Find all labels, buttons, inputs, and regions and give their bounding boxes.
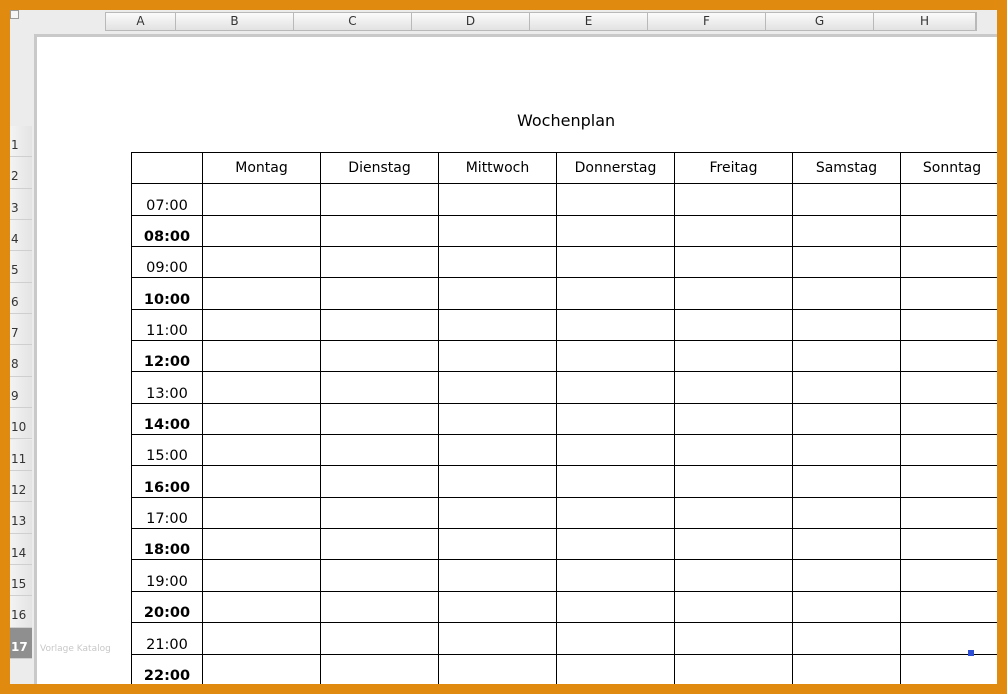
- plan-cell[interactable]: [321, 403, 439, 434]
- time-cell[interactable]: 12:00: [132, 341, 203, 372]
- time-cell[interactable]: 17:00: [132, 497, 203, 528]
- plan-cell[interactable]: [439, 278, 557, 309]
- row-header-2[interactable]: 2: [10, 157, 32, 188]
- plan-cell[interactable]: [675, 654, 793, 684]
- time-row: [132, 435, 998, 466]
- column-header-b[interactable]: B: [176, 13, 294, 30]
- page-corner-handle[interactable]: [968, 650, 974, 656]
- time-row: [132, 529, 998, 560]
- time-row: [132, 466, 998, 497]
- day-header-dienstag[interactable]: Dienstag: [321, 153, 439, 184]
- plan-cell[interactable]: [675, 466, 793, 497]
- plan-cell[interactable]: [439, 497, 557, 528]
- plan-cell[interactable]: [675, 623, 793, 654]
- row-header-5[interactable]: 5: [10, 251, 32, 282]
- watermark-text: Vorlage Katalog: [40, 644, 111, 654]
- plan-cell[interactable]: [203, 529, 321, 560]
- time-row: [132, 215, 998, 246]
- day-header-freitag[interactable]: Freitag: [675, 153, 793, 184]
- plan-cell[interactable]: [439, 529, 557, 560]
- plan-cell[interactable]: [203, 341, 321, 372]
- plan-cell[interactable]: [557, 184, 675, 215]
- plan-cell[interactable]: [793, 278, 901, 309]
- row-header-13[interactable]: 13: [10, 502, 32, 533]
- plan-cell[interactable]: [901, 403, 998, 434]
- row-header-11[interactable]: 11: [10, 440, 32, 471]
- column-header-e[interactable]: E: [530, 13, 648, 30]
- plan-cell[interactable]: [321, 529, 439, 560]
- time-cell[interactable]: 13:00: [132, 372, 203, 403]
- day-header-samstag[interactable]: Samstag: [793, 153, 901, 184]
- plan-cell[interactable]: [793, 309, 901, 340]
- row-header-16[interactable]: 16: [10, 596, 32, 627]
- plan-cell[interactable]: [557, 435, 675, 466]
- plan-cell[interactable]: [675, 215, 793, 246]
- plan-cell[interactable]: [321, 591, 439, 622]
- day-header-sonntag[interactable]: Sonntag: [901, 153, 998, 184]
- plan-cell[interactable]: [203, 403, 321, 434]
- plan-cell[interactable]: [439, 247, 557, 278]
- row-header-1[interactable]: 1: [10, 126, 32, 157]
- plan-cell[interactable]: [557, 560, 675, 591]
- time-row: [132, 560, 998, 591]
- plan-cell[interactable]: [901, 184, 998, 215]
- time-cell[interactable]: 14:00: [132, 403, 203, 434]
- plan-cell[interactable]: [321, 497, 439, 528]
- plan-cell[interactable]: [675, 309, 793, 340]
- plan-cell[interactable]: [321, 215, 439, 246]
- plan-cell[interactable]: [901, 466, 998, 497]
- plan-cell[interactable]: [901, 247, 998, 278]
- plan-cell[interactable]: [557, 623, 675, 654]
- time-cell[interactable]: 09:00: [132, 247, 203, 278]
- plan-cell[interactable]: [203, 623, 321, 654]
- header-row: [132, 153, 998, 184]
- plan-cell[interactable]: [793, 623, 901, 654]
- plan-cell[interactable]: [675, 403, 793, 434]
- plan-cell[interactable]: [901, 215, 998, 246]
- plan-cell[interactable]: [675, 435, 793, 466]
- plan-cell[interactable]: [901, 278, 998, 309]
- plan-cell[interactable]: [557, 247, 675, 278]
- plan-cell[interactable]: [901, 341, 998, 372]
- column-header-g[interactable]: G: [766, 13, 874, 30]
- plan-cell[interactable]: [675, 184, 793, 215]
- time-cell[interactable]: 08:00: [132, 215, 203, 246]
- plan-cell[interactable]: [793, 247, 901, 278]
- time-cell[interactable]: 22:00: [132, 654, 203, 684]
- time-cell[interactable]: 11:00: [132, 309, 203, 340]
- plan-cell[interactable]: [901, 372, 998, 403]
- plan-cell[interactable]: [439, 435, 557, 466]
- column-header-bar: [105, 12, 977, 31]
- row-header-9[interactable]: 9: [10, 377, 32, 408]
- time-cell[interactable]: 20:00: [132, 591, 203, 622]
- time-row: [132, 309, 998, 340]
- plan-cell[interactable]: [557, 403, 675, 434]
- day-header-mittwoch[interactable]: Mittwoch: [439, 153, 557, 184]
- column-header-f[interactable]: F: [648, 13, 766, 30]
- plan-cell[interactable]: [203, 247, 321, 278]
- weekly-plan-table: [131, 152, 997, 684]
- plan-cell[interactable]: [793, 372, 901, 403]
- day-header-montag[interactable]: Montag: [203, 153, 321, 184]
- plan-cell[interactable]: [793, 341, 901, 372]
- plan-cell[interactable]: [439, 309, 557, 340]
- time-cell[interactable]: 10:00: [132, 278, 203, 309]
- plan-cell[interactable]: [203, 372, 321, 403]
- plan-cell[interactable]: [901, 591, 998, 622]
- time-row: [132, 341, 998, 372]
- time-row: [132, 497, 998, 528]
- select-all-button[interactable]: [10, 10, 19, 19]
- plan-cell[interactable]: [793, 529, 901, 560]
- plan-cell[interactable]: [901, 435, 998, 466]
- time-row: [132, 184, 998, 215]
- plan-cell[interactable]: [203, 309, 321, 340]
- plan-cell[interactable]: [793, 560, 901, 591]
- plan-cell[interactable]: [203, 591, 321, 622]
- row-header-10[interactable]: 10: [10, 408, 32, 439]
- plan-cell[interactable]: [321, 560, 439, 591]
- plan-cell[interactable]: [203, 560, 321, 591]
- plan-cell[interactable]: [439, 372, 557, 403]
- time-row: [132, 372, 998, 403]
- plan-cell[interactable]: [321, 247, 439, 278]
- plan-cell[interactable]: [675, 341, 793, 372]
- plan-cell[interactable]: [793, 184, 901, 215]
- time-row: [132, 247, 998, 278]
- time-row: [132, 278, 998, 309]
- plan-cell[interactable]: [675, 591, 793, 622]
- plan-cell[interactable]: [203, 654, 321, 684]
- column-header-d[interactable]: D: [412, 13, 530, 30]
- plan-cell[interactable]: [901, 309, 998, 340]
- time-cell[interactable]: 16:00: [132, 466, 203, 497]
- plan-body: [132, 184, 998, 684]
- row-header-6[interactable]: 6: [10, 283, 32, 314]
- plan-cell[interactable]: [203, 497, 321, 528]
- plan-cell[interactable]: [793, 215, 901, 246]
- plan-cell[interactable]: [321, 372, 439, 403]
- plan-cell[interactable]: [901, 623, 998, 654]
- time-cell[interactable]: 15:00: [132, 435, 203, 466]
- plan-cell[interactable]: [557, 497, 675, 528]
- plan-cell[interactable]: [901, 560, 998, 591]
- plan-cell[interactable]: [793, 466, 901, 497]
- time-cell[interactable]: 07:00: [132, 184, 203, 215]
- plan-cell[interactable]: [793, 591, 901, 622]
- time-row: [132, 591, 998, 622]
- plan-cell[interactable]: [901, 654, 998, 684]
- plan-cell[interactable]: [557, 529, 675, 560]
- plan-cell[interactable]: [675, 247, 793, 278]
- plan-cell[interactable]: [439, 403, 557, 434]
- plan-cell[interactable]: [321, 278, 439, 309]
- plan-cell[interactable]: [203, 278, 321, 309]
- plan-cell[interactable]: [439, 623, 557, 654]
- plan-cell[interactable]: [793, 435, 901, 466]
- plan-cell[interactable]: [203, 435, 321, 466]
- plan-cell[interactable]: [321, 184, 439, 215]
- plan-cell[interactable]: [439, 654, 557, 684]
- plan-cell[interactable]: [793, 497, 901, 528]
- row-header-8[interactable]: 8: [10, 345, 32, 376]
- row-header-17[interactable]: 17: [10, 628, 32, 659]
- plan-cell[interactable]: [901, 529, 998, 560]
- plan-cell[interactable]: [439, 215, 557, 246]
- plan-cell[interactable]: [557, 341, 675, 372]
- plan-cell[interactable]: [675, 278, 793, 309]
- column-header-a[interactable]: A: [106, 13, 176, 30]
- plan-cell[interactable]: [321, 623, 439, 654]
- time-cell[interactable]: 19:00: [132, 560, 203, 591]
- plan-cell[interactable]: [675, 529, 793, 560]
- time-cell[interactable]: 21:00: [132, 623, 203, 654]
- plan-cell[interactable]: [557, 372, 675, 403]
- row-header-14[interactable]: 14: [10, 534, 32, 565]
- plan-cell[interactable]: [321, 466, 439, 497]
- column-header-h[interactable]: H: [874, 13, 976, 30]
- time-row: [132, 654, 998, 684]
- column-header-c[interactable]: C: [294, 13, 412, 30]
- spreadsheet-window: [10, 10, 997, 684]
- row-header-12[interactable]: 12: [10, 471, 32, 502]
- row-header-4[interactable]: 4: [10, 220, 32, 251]
- plan-cell[interactable]: [203, 184, 321, 215]
- plan-cell[interactable]: [557, 215, 675, 246]
- plan-cell[interactable]: [557, 278, 675, 309]
- time-row: [132, 623, 998, 654]
- plan-cell[interactable]: [439, 591, 557, 622]
- plan-cell[interactable]: [321, 435, 439, 466]
- plan-cell[interactable]: [557, 591, 675, 622]
- plan-cell[interactable]: [793, 654, 901, 684]
- row-header-3[interactable]: 3: [10, 189, 32, 220]
- plan-cell[interactable]: [793, 403, 901, 434]
- plan-cell[interactable]: [439, 341, 557, 372]
- plan-cell[interactable]: [439, 184, 557, 215]
- time-cell[interactable]: 18:00: [132, 529, 203, 560]
- corner-cell[interactable]: [132, 153, 203, 184]
- row-header-15[interactable]: 15: [10, 565, 32, 596]
- plan-cell[interactable]: [675, 372, 793, 403]
- plan-cell[interactable]: [439, 560, 557, 591]
- day-header-donnerstag[interactable]: Donnerstag: [557, 153, 675, 184]
- plan-cell[interactable]: [321, 654, 439, 684]
- time-row: [132, 403, 998, 434]
- row-header-bar: [10, 126, 32, 662]
- plan-cell[interactable]: [203, 215, 321, 246]
- plan-cell[interactable]: [557, 309, 675, 340]
- plan-cell[interactable]: [557, 654, 675, 684]
- row-header-7[interactable]: 7: [10, 314, 32, 345]
- print-page: [34, 34, 997, 684]
- plan-cell[interactable]: [901, 497, 998, 528]
- plan-cell[interactable]: [557, 466, 675, 497]
- plan-cell[interactable]: [203, 466, 321, 497]
- plan-cell[interactable]: [321, 309, 439, 340]
- plan-cell[interactable]: [439, 466, 557, 497]
- plan-cell[interactable]: [675, 497, 793, 528]
- plan-cell[interactable]: [321, 341, 439, 372]
- page-title[interactable]: Wochenplan: [517, 111, 616, 130]
- plan-cell[interactable]: [675, 560, 793, 591]
